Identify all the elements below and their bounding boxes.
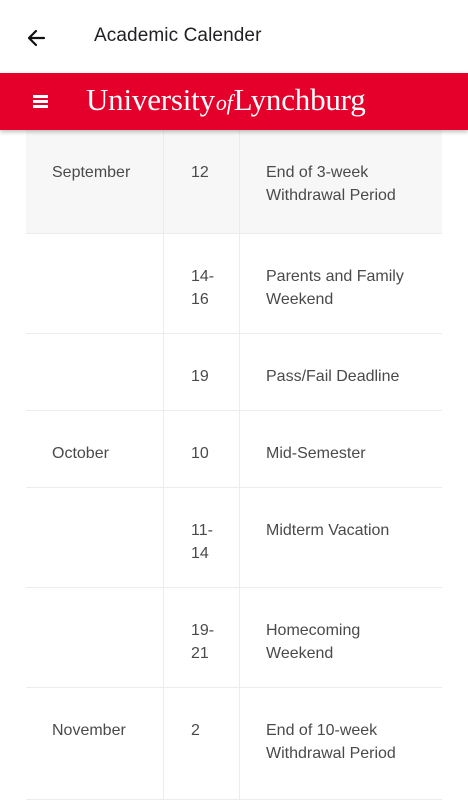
- month-cell: September: [26, 130, 164, 233]
- table-row: [26, 130, 442, 234]
- back-button[interactable]: [22, 24, 50, 52]
- event-cell: Mid-Semester: [266, 445, 366, 462]
- day-cell: 12: [164, 130, 240, 233]
- event-cell: Midterm Vacation: [266, 522, 390, 539]
- month-cell: October: [26, 411, 164, 487]
- app-bar: [0, 0, 468, 73]
- month-cell: November: [26, 688, 164, 799]
- event-cell: Homecoming Weekend: [266, 622, 361, 662]
- menu-button[interactable]: [31, 92, 51, 110]
- event-cell: Pass/Fail Deadline: [266, 368, 400, 385]
- arrow-left-icon: [24, 26, 48, 50]
- university-banner: [0, 73, 468, 130]
- month-cell: [26, 588, 164, 687]
- event-cell: End of 3-week Withdrawal Period: [266, 164, 396, 204]
- table-row: [26, 334, 442, 411]
- day-cell: 10: [164, 411, 240, 487]
- month-cell: [26, 488, 164, 587]
- day-cell: 14- 16: [164, 234, 240, 333]
- table-row: [26, 234, 442, 334]
- month-cell: [26, 234, 164, 333]
- page-title: Academic Calender: [94, 25, 262, 46]
- table-row: [26, 488, 442, 588]
- university-logo[interactable]: UniversityofLynchburg: [86, 82, 366, 117]
- event-cell: End of 10-week Withdrawal Period: [266, 722, 396, 762]
- hamburger-menu-icon: [33, 95, 48, 98]
- table-row: [26, 688, 442, 800]
- academic-calendar-table[interactable]: [26, 130, 442, 800]
- day-cell: 2: [164, 688, 240, 799]
- month-cell: [26, 334, 164, 410]
- day-cell: 11- 14: [164, 488, 240, 587]
- day-cell: 19- 21: [164, 588, 240, 687]
- day-cell: 19: [164, 334, 240, 410]
- table-row: [26, 411, 442, 488]
- table-row: [26, 588, 442, 688]
- event-cell: Parents and Family Weekend: [266, 268, 404, 308]
